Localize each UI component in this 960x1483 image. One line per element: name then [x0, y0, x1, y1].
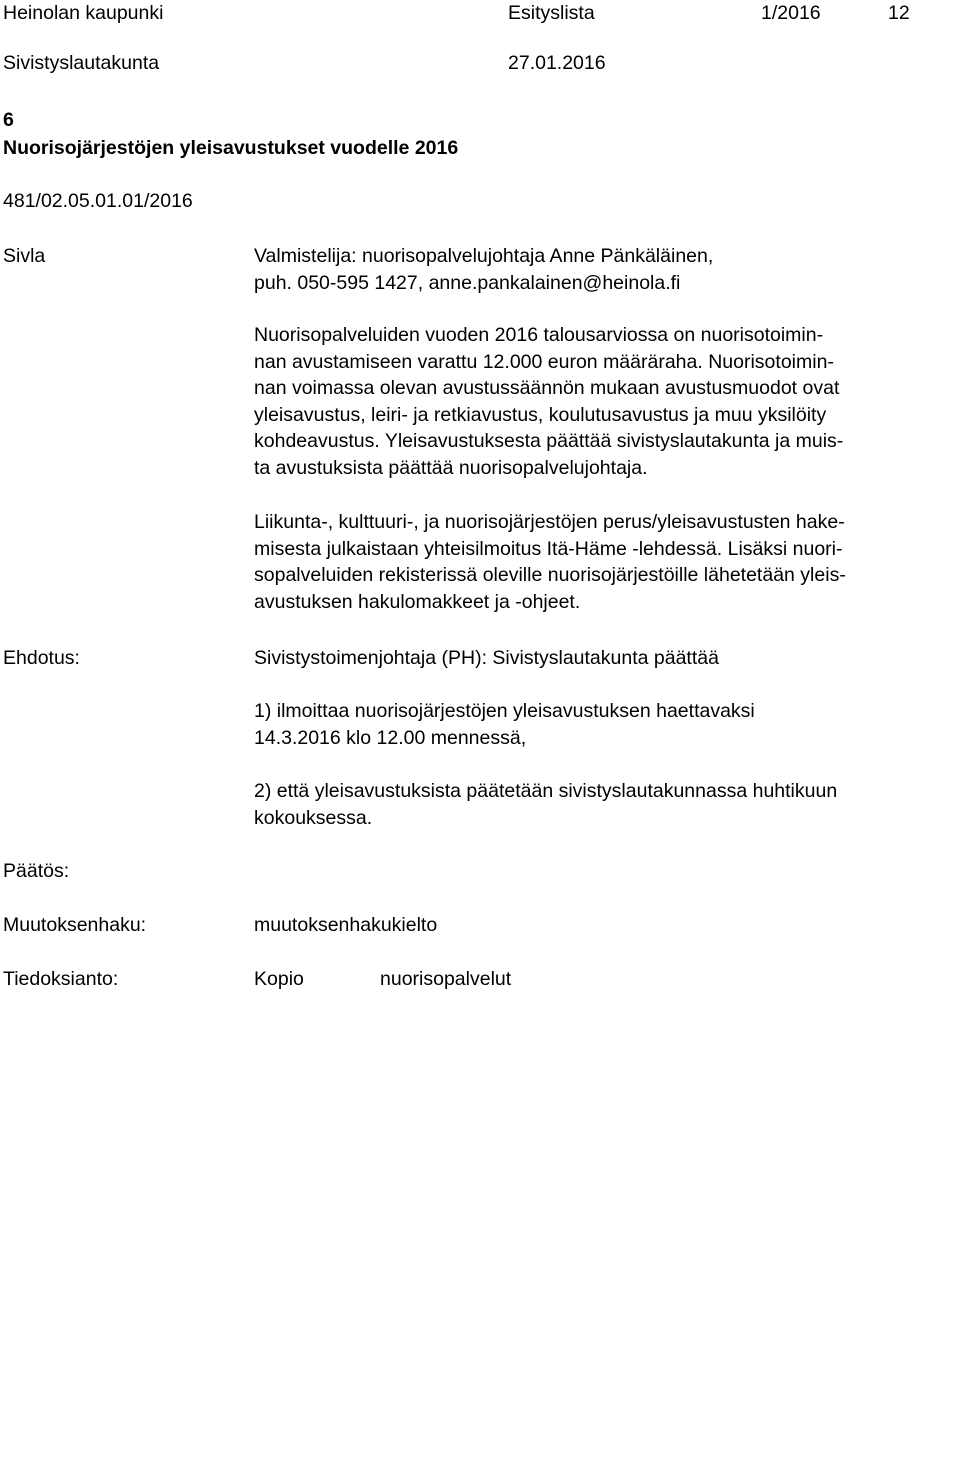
label-muutoksenhaku: Muutoksenhaku:: [3, 914, 147, 936]
preparer-info: [254, 243, 954, 296]
label-tiedoksianto: Tiedoksianto:: [3, 968, 119, 990]
paragraph-line: yleisavustus, leiri- ja retkiavustus, koulutusavustus ja muu yksilöity: [254, 403, 827, 426]
paragraph-line: nan voimassa olevan avustussäännön mukaan avustusmuodot ovat: [254, 377, 840, 399]
item-number: 6: [3, 109, 14, 131]
header-municipality: Heinolan kaupunki: [3, 2, 164, 24]
proposal-line: 2) että yleisavustuksista päätetään sivistyslautakunnassa huhtikuun: [254, 780, 838, 802]
proposal-line: 14.3.2016 klo 12.00 mennessä,: [254, 726, 527, 749]
header-document-type: Esityslista: [508, 2, 595, 24]
paragraph-line: avustuksen hakulomakkeet ja -ohjeet.: [254, 590, 581, 613]
item-reference: 481/02.05.01.01/2016: [3, 190, 193, 212]
proposal-line: kokouksessa.: [254, 806, 373, 829]
label-sivla: Sivla: [3, 245, 46, 267]
paragraph-budget: [254, 322, 954, 481]
paragraph-line: kohdeavustus. Yleisavustuksesta päättää sivistyslautakunta ja muis-: [254, 430, 844, 452]
paragraph-line: Nuorisopalveluiden vuoden 2016 talousarviossa on nuorisotoimin-: [254, 324, 824, 346]
notification-type: Kopio: [254, 968, 304, 990]
header-page-number: 12: [888, 2, 910, 24]
header-meeting-number: 1/2016: [761, 2, 821, 24]
paragraph-line: sopalveluiden rekisterissä oleville nuorisojärjestöille lähetetään yleis-: [254, 564, 846, 586]
header-committee: Sivistyslautakunta: [3, 52, 160, 74]
label-paatos: Päätös:: [3, 860, 70, 882]
item-title: Nuorisojärjestöjen yleisavustukset vuodelle 2016: [3, 137, 459, 159]
proposal-point-2: [254, 778, 954, 831]
preparer-line: Valmistelija: nuorisopalvelujohtaja Anne Pänkäläinen,: [254, 245, 714, 267]
header-date: 27.01.2016: [508, 52, 606, 74]
proposal-line: 1) ilmoittaa nuorisojärjestöjen yleisavustuksen haettavaksi: [254, 700, 755, 722]
appeal-value: muutoksenhakukielto: [254, 914, 438, 936]
paragraph-line: nan avustamiseen varattu 12.000 euron määräraha. Nuorisotoimin-: [254, 350, 834, 373]
paragraph-announcement: [254, 509, 954, 615]
paragraph-line: Liikunta-, kulttuuri-, ja nuorisojärjestöjen perus/yleisavustusten hake-: [254, 511, 845, 533]
proposal-intro: Sivistystoimenjohtaja (PH): Sivistyslautakunta päättää: [254, 647, 719, 669]
proposal-point-1: [254, 698, 954, 751]
notification-recipient: nuorisopalvelut: [380, 968, 512, 990]
preparer-line: puh. 050-595 1427, anne.pankalainen@heinola.fi: [254, 271, 681, 294]
paragraph-line: ta avustuksista päättää nuorisopalvelujohtaja.: [254, 456, 648, 479]
paragraph-line: misesta julkaistaan yhteisilmoitus Itä-Häme -lehdessä. Lisäksi nuori-: [254, 537, 843, 560]
label-ehdotus: Ehdotus:: [3, 647, 80, 669]
